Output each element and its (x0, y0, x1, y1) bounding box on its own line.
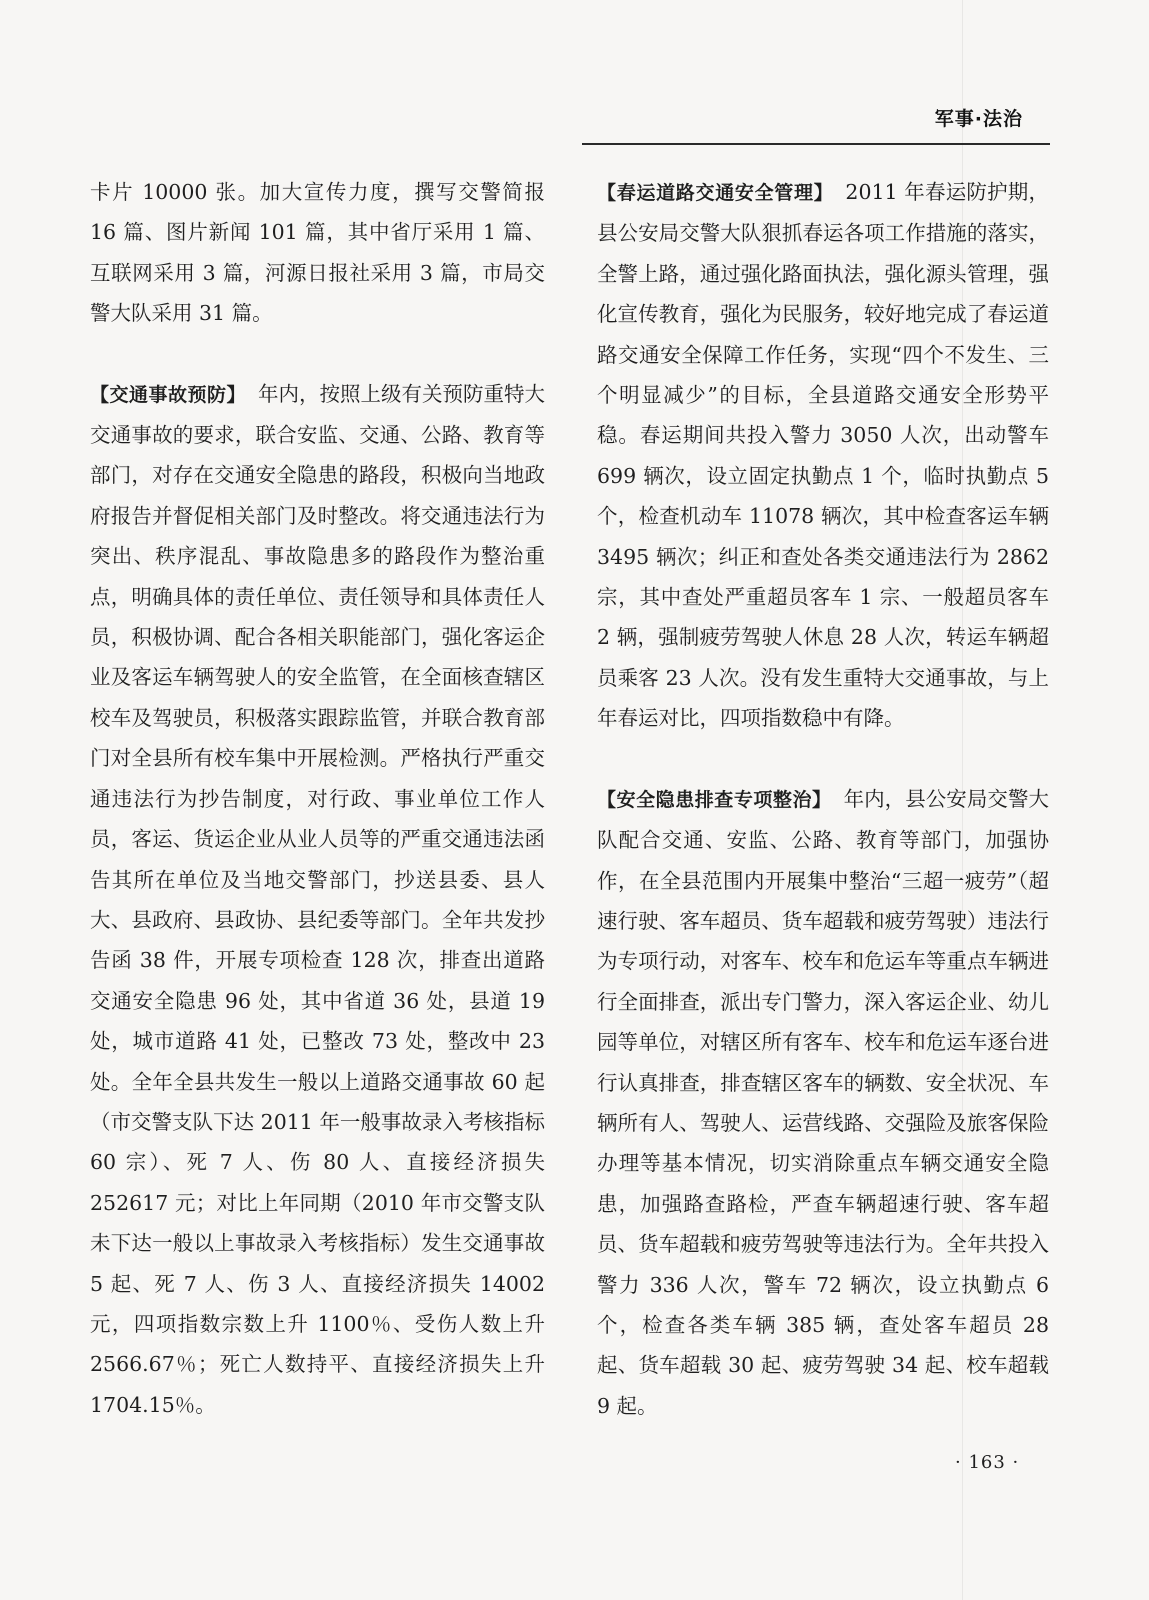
section-heading: 【春运道路交通安全管理】 (597, 182, 834, 204)
page-number: · 163 · (955, 1452, 1020, 1473)
spring-transport-section (597, 172, 1049, 739)
section-heading: 【交通事故预防】 (90, 383, 247, 406)
traffic-accident-prevention-section (90, 374, 545, 1426)
paragraph-gap (597, 739, 1049, 779)
continued-paragraph: 卡片 10000 张。加大宣传力度，撰写交警简报 16 篇、图片新闻 101 篇，其中省厅采用 1 篇、互联网采用 3 篇，河源日报社采用 3 篇，市局交警大队采用 31 篇。 (90, 180, 545, 326)
hazard-inspection-section (597, 779, 1049, 1427)
right-column (597, 172, 1049, 1426)
section-body: 年内，县公安局交警大队配合交通、安监、公路、教育等部门，加强协作，在全县范围内开展集中整治“三超一疲劳”（超速行驶、客车超员、货车超载和疲劳驾驶）违法行为专项行动，对客车、校车和危运车等重点车辆进行全面排查，派出专门警力，深入客运企业、幼儿园等单位，对辖区所有客车、校车和危运车逐台进行认真排查，排查辖区客车的辆数、安全状况、车辆所有人、驾驶人、运营线路、交强险及旅客保险办理等基本情况，切实消除重点车辆交通安全隐患，加强路查路检，严查车辆超速行驶、客车超员、货车超载和疲劳驾驶等违法行为。全年共投入警力 336 人次，警车 72 辆次，设立执勤点 6 个，检查各类车辆 385 辆，查处客车超员 28 起、货车超载 30 起、疲劳驾驶 34 起、校车超载 9 起。 (597, 786, 1049, 1418)
section-header: 军事·法治 (934, 108, 1023, 130)
section-body: 2011 年春运防护期，县公安局交警大队狠抓春运各项工作措施的落实，全警上路，通过强化路面执法，强化源头管理，强化宣传教育，强化为民服务，较好地完成了春运道路交通安全保障工作任务，实现“四个不发生、三个明显减少”的目标，全县道路交通安全形势平稳。春运期间共投入警力 3050 人次，出动警车 699 辆次，设立固定执勤点 1 个，临时执勤点 5 个，检查机动车 11078 辆次，其中检查客运车辆 3495 辆次；纠正和查处各类交通违法行为 2862 宗，其中查处严重超员客车 1 宗、一般超员客车 2 辆，强制疲劳驾驶人休息 28 人次，转运车辆超员乘客 23 人次。没有发生重特大交通事故，与上年春运对比，四项指数稳中有降。 (597, 180, 1049, 731)
paragraph-gap (90, 334, 545, 374)
section-body: 年内，按照上级有关预防重特大交通事故的要求，联合安监、交通、公路、教育等部门，对存在交通安全隐患的路段，积极向当地政府报告并督促相关部门及时整改。将交通违法行为突出、秩序混乱、事故隐患多的路段作为整治重点，明确具体的责任单位、责任领导和具体责任人员，积极协调、配合各相关职能部门，强化客运企业及客运车辆驾驶人的安全监管，在全面核查辖区校车及驾驶员，积极落实跟踪监管，并联合教育部门对全县所有校车集中开展检测。严格执行严重交通违法行为抄告制度，对行政、事业单位工作人员，客运、货运企业从业人员等的严重交通违法函告其所在单位及当地交警部门，抄送县委、县人大、县政府、县政协、县纪委等部门。全年共发抄告函 38 件，开展专项检查 128 次，排查出道路交通安全隐患 96 处，其中省道 36 处，县道 19 处，城市道路 41 处，已整改 73 处，整改中 23 处。全年全县共发生一般以上道路交通事故 60 起（市交警支队下达 2011 年一般事故录入考核指标 60 宗）、死 7 人、伤 80 人、直接经济损失 252617 元；对比上年同期（2010 年市交警支队未下达一般以上事故录入考核指标）发生交通事故 5 起、死 7 人、伤 3 人、直接经济损失 14002 元，四项指数宗数上升 1100％、受伤人数上升 2566.67％；死亡人数持平、直接经济损失上升 1704.15％。 (90, 381, 546, 1417)
header-rule (582, 143, 1050, 145)
left-column (90, 172, 545, 1425)
section-heading: 【安全隐患排查专项整治】 (597, 788, 832, 811)
